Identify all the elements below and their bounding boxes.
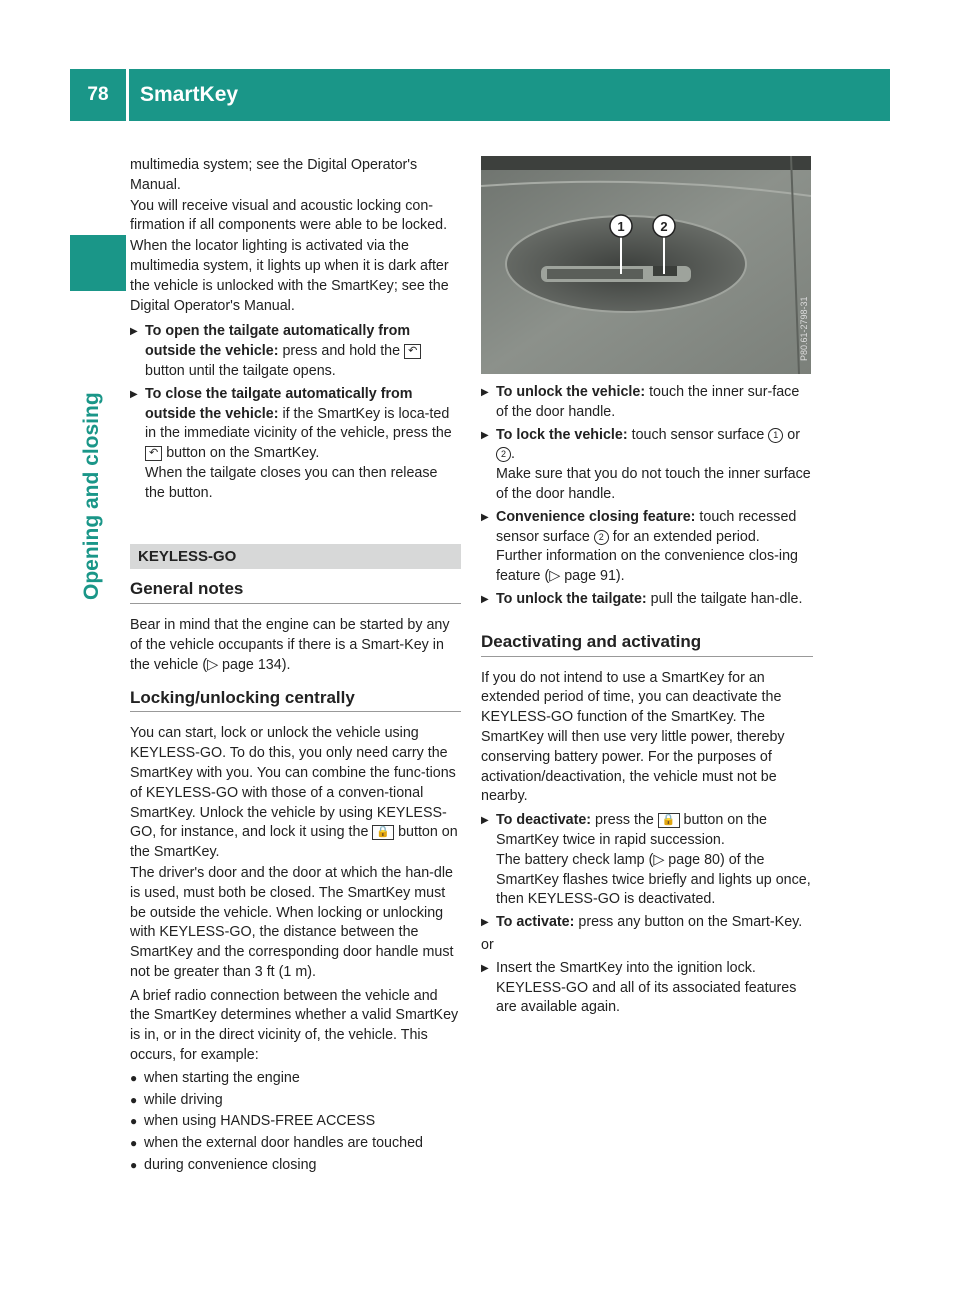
left-column (130, 156, 461, 1178)
side-color-block (70, 235, 126, 291)
lock-button-icon: 🔒 (658, 813, 680, 828)
instruction-deactivate (481, 811, 813, 910)
section-title-keyless-go: KEYLESS-GO (130, 544, 461, 570)
callout-label-2: 2 (660, 219, 668, 234)
door-handle-illustration (481, 156, 811, 374)
step-text: button on the SmartKey twice in rapid succession. (496, 812, 767, 848)
step-title: To unlock the tailgate: (496, 590, 647, 607)
text: ). (281, 656, 291, 673)
paragraph (130, 724, 461, 863)
bullet-icon: ● (130, 1114, 138, 1129)
step-note: Further information on the convenience clos-ing feature ( (496, 548, 798, 585)
step-note: When the tailgate closes you can then release the button. (145, 464, 438, 501)
text: button on the SmartKey. (130, 824, 458, 861)
step-note: ) of the SmartKey flashes twice briefly and lights up once, then KEYLESS-GO is deactivated. (496, 851, 811, 908)
step-text: press and hold the (278, 343, 405, 360)
step-text: touch recessed sensor surface (496, 508, 797, 545)
page-number: 78 (87, 84, 109, 105)
callout-label-1: 1 (617, 219, 625, 234)
step-note: KEYLESS-GO and all of its associated features are available again. (496, 979, 797, 1016)
text: Bear in mind that the engine can be started by any of the vehicle occupants if there is a Smart-Key in the vehicle ( (130, 617, 450, 673)
step-note: ). (615, 568, 625, 585)
paragraph (130, 616, 461, 675)
paragraph: The driver's door and the door at which the han-dle is used, must both be closed. The SmartKey must be outside the vehicle. When locking or unlocking with KEYLESS-GO, the distance between the SmartKey and the corresponding door handle must not be greater than 3 ft (1 m). (130, 864, 454, 980)
step-text: button on the SmartKey. (162, 445, 320, 462)
page-title: SmartKey (140, 83, 239, 106)
step-note: The battery check lamp ( (496, 851, 654, 868)
text: You can start, lock or unlock the vehicle using KEYLESS-GO. To do this, you only need carry the SmartKey with you. You can combine the func-tions of KEYLESS-GO with those of a conven-tional SmartKey. Unlock the vehicle by using KEYLESS-GO, for instance, and lock it using the (130, 725, 456, 841)
list-item-text: during convenience closing (144, 1157, 317, 1174)
page-reference-link[interactable]: ▷ page 134 (207, 656, 282, 673)
tailgate-button-icon: ↶ (145, 446, 162, 461)
list-item (130, 1091, 461, 1111)
or-text: or (481, 936, 494, 953)
bullet-icon: ● (130, 1092, 138, 1107)
step-text: if the SmartKey is loca-ted in the immediate vicinity of the vehicle, press the (145, 405, 452, 442)
list-item (130, 1112, 461, 1132)
step-text: touch the inner sur-face of the door handle. (496, 384, 800, 420)
step-text: for an extended period. (608, 528, 760, 545)
callout-2-icon: 2 (594, 530, 609, 545)
callout-2-icon: 2 (496, 447, 511, 462)
list-item (130, 1156, 461, 1176)
list-item-text: when starting the engine (144, 1069, 300, 1086)
step-title: To lock the vehicle: (496, 426, 628, 443)
step-title: To open the tailgate automatically from outside the vehicle: (145, 323, 411, 360)
paragraph: A brief radio connection between the vehicle and the SmartKey determines whether a valid SmartKey is in, or in the direct vicinity of, the vehicle. This occurs, for example: (130, 987, 459, 1064)
list-item (130, 1069, 461, 1089)
step-title: To close the tailgate automatically from outside the vehicle: (145, 385, 413, 422)
step-title: Convenience closing feature: (496, 508, 696, 525)
image-code: P80.61-2798-31 (799, 296, 809, 361)
header-divider (126, 69, 129, 121)
paragraph: You will receive visual and acoustic locking con-firmation if all components were able to be locked. (130, 197, 448, 234)
bullet-list (130, 1069, 461, 1176)
paragraph: If you do not intend to use a SmartKey for an extended period of time, you can deactivate the KEYLESS-GO function of the SmartKey. The SmartKey will then use very little power, thereby conserving battery power. For the purposes of activation/deactivation, the vehicle must not be nearby. (481, 669, 785, 805)
step-note: Make sure that you do not touch the inner surface of the door handle. (496, 466, 811, 502)
instruction-lock-vehicle (481, 426, 813, 505)
page-reference-link[interactable]: ▷ page 91 (549, 568, 616, 585)
step-text: touch sensor surface (627, 426, 769, 443)
callout-1-icon: 1 (768, 428, 783, 443)
instruction-convenience-closing (481, 508, 813, 587)
instruction-insert-smartkey (481, 959, 813, 1018)
step-text: . (511, 446, 515, 463)
page-reference-link[interactable]: ▷ page 80 (653, 851, 720, 868)
heading-general-notes: General notes (130, 579, 461, 604)
step-title: To activate: (496, 914, 575, 931)
paragraph: multimedia system; see the Digital Operator's Manual. (130, 157, 418, 193)
step-title: To deactivate: (496, 812, 592, 829)
list-item-text: when using HANDS-FREE ACCESS (144, 1113, 376, 1130)
step-title: To unlock the vehicle: (496, 384, 646, 400)
heading-deactivating-activating: Deactivating and activating (481, 632, 813, 657)
step-text: or (783, 426, 800, 443)
list-item-text: while driving (144, 1091, 223, 1108)
right-column (481, 383, 813, 1021)
lock-button-icon: 🔒 (372, 825, 394, 840)
step-text: Insert the SmartKey into the ignition lock. (496, 959, 756, 976)
bullet-icon: ● (130, 1136, 138, 1151)
step-text: button until the tailgate opens. (145, 362, 336, 379)
step-text: press any button on the Smart-Key. (574, 914, 803, 931)
heading-locking-unlocking: Locking/unlocking centrally (130, 688, 461, 713)
bullet-icon: ● (130, 1158, 138, 1173)
instruction-unlock-tailgate (481, 590, 813, 610)
instruction-unlock-vehicle (481, 383, 813, 423)
instruction-close-tailgate (130, 385, 461, 504)
step-text: pull the tailgate han-dle. (646, 590, 803, 607)
tailgate-button-icon: ↶ (404, 344, 421, 359)
instruction-open-tailgate (130, 322, 461, 381)
list-item (130, 1134, 461, 1154)
side-tab-label: Opening and closing (80, 392, 103, 600)
instruction-activate (481, 913, 813, 933)
list-item-text: when the external door handles are touched (144, 1135, 423, 1152)
step-text: press the (591, 812, 658, 829)
paragraph: When the locator lighting is activated via the multimedia system, it lights up when it is dark after the vehicle is unlocked with the SmartKey; see the Digital Operator's Manual. (130, 238, 449, 314)
bullet-icon: ● (130, 1070, 138, 1085)
door-handle-photo (481, 156, 811, 374)
